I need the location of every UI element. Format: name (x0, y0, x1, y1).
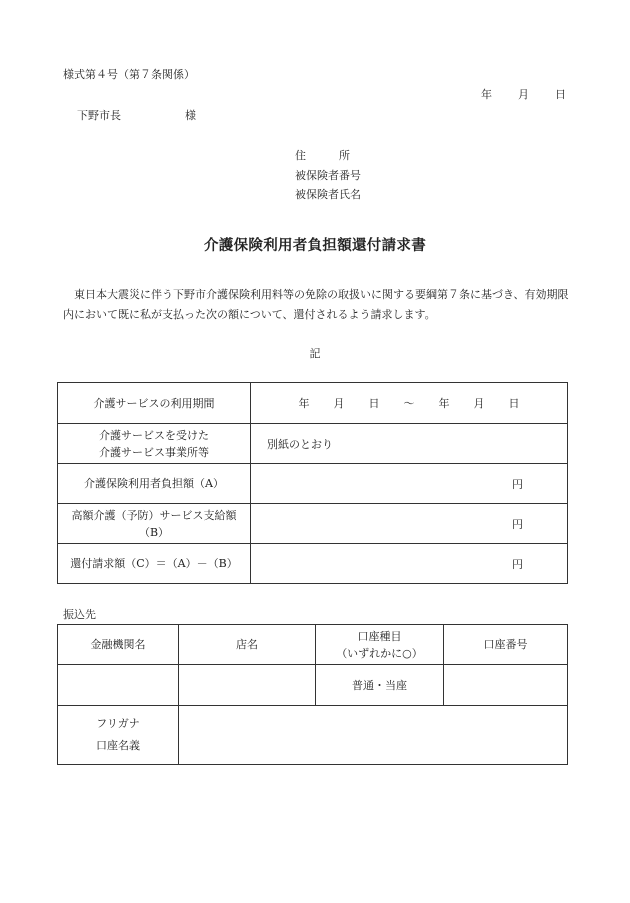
applicant-block (295, 146, 361, 205)
col-account-type-line-1: 口座種目 (357, 629, 402, 643)
col-branch: 店名 (179, 625, 316, 665)
branch-value (179, 665, 316, 706)
refund-value (251, 544, 568, 584)
form-number: 様式第４号（第７条関係） (63, 68, 195, 81)
account-type-options: 普通・当座 (316, 665, 444, 706)
row-period (58, 383, 568, 424)
highcost-label-line-2: （B） (138, 525, 170, 539)
refund-label: 還付請求額（C）＝（A）－（B） (58, 544, 251, 584)
provider-label-line-1: 介護サービスを受けた (99, 428, 209, 442)
period-year-2: 年 (438, 397, 450, 410)
holder-value (179, 706, 568, 765)
period-day-2: 日 (508, 397, 520, 410)
furigana-label: フリガナ (96, 717, 140, 730)
ki-marker: 記 (309, 347, 321, 360)
holder-row (58, 706, 568, 765)
row-provider (58, 424, 568, 464)
date-year: 年 (481, 88, 492, 101)
highcost-value (251, 504, 568, 544)
period-value (251, 383, 568, 424)
row-highcost (58, 504, 568, 544)
row-copay (58, 464, 568, 504)
col-account-number: 口座番号 (444, 625, 568, 665)
copay-yen: 円 (512, 477, 523, 491)
col-account-type (316, 625, 444, 665)
period-month-1: 月 (333, 397, 345, 410)
copay-label: 介護保険利用者負担額（A） (58, 464, 251, 504)
period-year-1: 年 (298, 397, 310, 410)
period-tilde: ～ (403, 397, 415, 410)
copay-value (251, 464, 568, 504)
col-account-type-line-2: （いずれかに○） (336, 646, 423, 660)
date-month: 月 (518, 88, 529, 101)
addressee-name: 下野市長 (77, 109, 121, 122)
applicant-insured-number-label: 被保険者番号 (295, 168, 361, 182)
addressee (77, 107, 196, 123)
body-text: 東日本大震災に伴う下野市介護保険利用料等の免除の取扱いに関する要綱第７条に基づき、有効期限内において既に私が支払った次の額について、還付されるよう請求します。 (63, 288, 569, 321)
account-holder-label: 口座名義 (96, 739, 140, 752)
period-day-1: 日 (368, 397, 380, 410)
provider-label (58, 424, 251, 464)
date-line (481, 86, 566, 102)
bank-table (57, 624, 568, 765)
highcost-label-line-1: 高額介護（予防）サービス支給額 (71, 508, 237, 522)
highcost-yen: 円 (512, 517, 523, 531)
holder-label (58, 706, 179, 765)
highcost-label (58, 504, 251, 544)
account-number-value (444, 665, 568, 706)
row-refund (58, 544, 568, 584)
addressee-honorific: 様 (185, 109, 196, 122)
bank-header-row (58, 625, 568, 665)
period-month-2: 月 (473, 397, 485, 410)
provider-value: 別紙のとおり (251, 424, 568, 464)
claim-table (57, 382, 568, 584)
refund-yen: 円 (512, 557, 523, 571)
document-title: 介護保険利用者負担額還付請求書 (204, 238, 426, 254)
period-label: 介護サービスの利用期間 (58, 383, 251, 424)
transfer-heading: 振込先 (63, 608, 96, 621)
bank-value-row (58, 665, 568, 706)
applicant-insured-name-label: 被保険者氏名 (295, 188, 361, 201)
provider-label-line-2: 介護サービス事業所等 (99, 445, 209, 459)
applicant-address-label: 住 所 (295, 149, 350, 162)
col-bank-name: 金融機関名 (58, 625, 179, 665)
date-day: 日 (555, 88, 566, 101)
bank-name-value (58, 665, 179, 706)
